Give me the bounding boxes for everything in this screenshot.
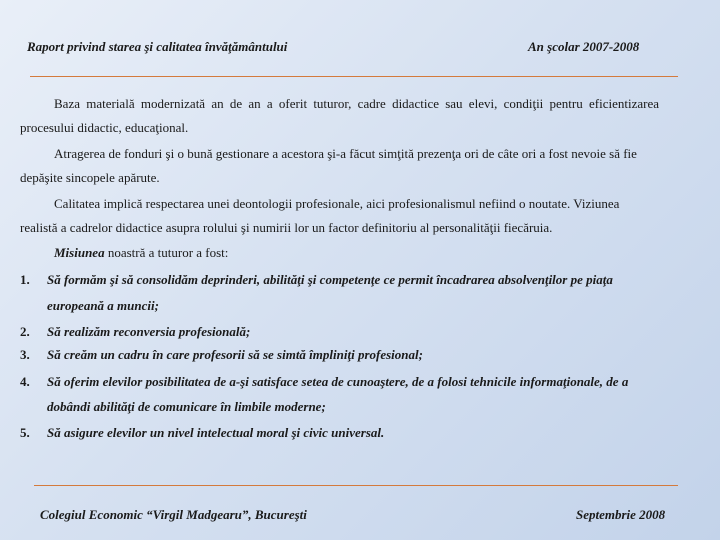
list-item-number: 3. (20, 347, 30, 362)
list-item-number: 1. (20, 272, 30, 287)
mission-keyword: Misiunea (54, 245, 105, 260)
list-item-text: Să creăm un cadru în care profesorii să se simtă împliniţi profesional; (47, 347, 423, 362)
list-item-text: Să oferim elevilor posibilitatea de a-şi satisface setea de cunoaştere, de a folosi tehnicile informaţionale, de a (47, 374, 629, 389)
paragraph-3-line-2: realistă a cadrelor didactice asupra rolului şi numirii lor un factor definitoriu al personalităţii fiecăruia. (20, 220, 553, 235)
paragraph-2-line-1: Atragerea de fonduri şi o bună gestionare a acestora şi-a făcut simţită prezenţa ori de câte ori a fost nevoie să fie (54, 146, 637, 161)
header-divider (30, 76, 678, 77)
list-item-text: Să realizăm reconversia profesională; (47, 324, 251, 339)
paragraph-2-line-2: depăşite sincopele apărute. (20, 170, 160, 185)
list-item-number: 4. (20, 374, 30, 389)
paragraph-1-line-1: Baza materială modernizată an de an a oferit tuturor, cadre didactice sau elevi, condiţii pentru eficientizarea (54, 96, 659, 111)
paragraph-1-line-2: procesului didactic, educaţional. (20, 120, 189, 135)
footer-institution: Colegiul Economic “Virgil Madgearu”, Bucureşti (40, 507, 307, 522)
list-item-text-continued: dobândi abilităţi de comunicare în limbile moderne; (47, 399, 326, 414)
mission-intro-rest: noastră a tuturor a fost: (104, 245, 229, 260)
page-header-school-year: An şcolar 2007-2008 (528, 39, 640, 54)
list-item-number: 5. (20, 425, 30, 440)
paragraph-3-line-1: Calitatea implică respectarea unei deontologii profesionale, aici profesionalismul nefiind o noutate. Viziunea (54, 196, 620, 211)
mission-intro (54, 241, 228, 265)
list-item-number: 2. (20, 324, 30, 339)
list-item-text-continued: europeană a muncii; (47, 298, 159, 313)
list-item-text: Să formăm şi să consolidăm deprinderi, abilităţi şi competenţe ce permit încadrarea absolvenţilor pe piaţa (47, 272, 613, 287)
footer-divider (34, 485, 678, 486)
footer-date: Septembrie 2008 (576, 507, 666, 522)
page-header-title: Raport privind starea şi calitatea învăţământului (27, 39, 288, 54)
list-item-text: Să asigure elevilor un nivel intelectual moral şi civic universal. (47, 425, 385, 440)
